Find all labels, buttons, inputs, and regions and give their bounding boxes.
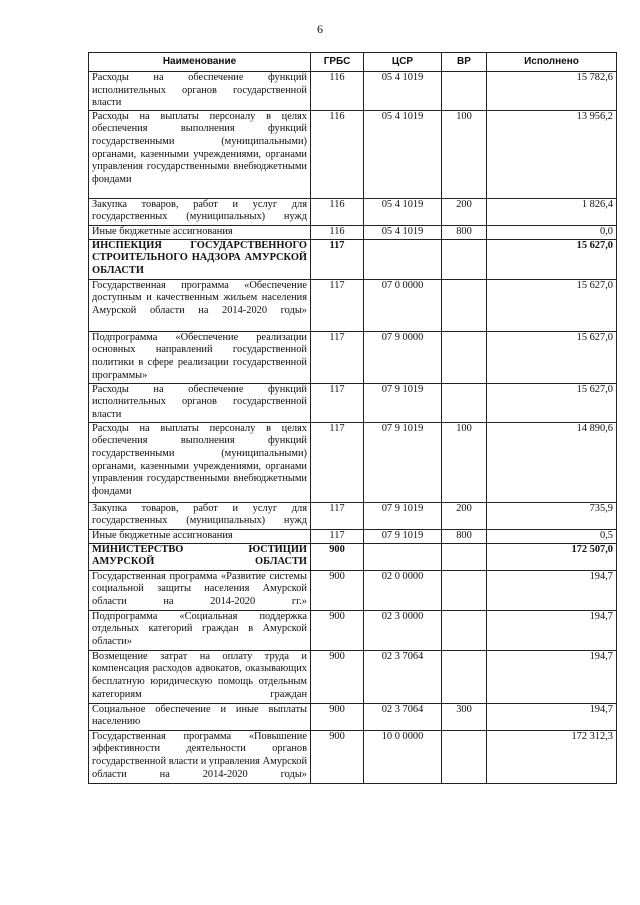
- row-csr: 05 4 1019: [364, 72, 442, 111]
- row-vr: 800: [442, 529, 487, 543]
- table-row: [89, 502, 617, 529]
- row-vr: 300: [442, 703, 487, 730]
- row-done: 15 627,0: [487, 279, 617, 331]
- row-csr: [364, 239, 442, 279]
- table-body: [89, 72, 617, 784]
- row-vr: [442, 730, 487, 783]
- row-csr: 05 4 1019: [364, 110, 442, 198]
- row-done: 194,7: [487, 703, 617, 730]
- row-name: Подпрограмма «Социальная поддержка отдельных категорий граждан в Амурской области»: [89, 610, 311, 650]
- row-csr: 07 9 1019: [364, 502, 442, 529]
- row-name: Иные бюджетные ассигнования: [89, 225, 311, 239]
- table-row: [89, 198, 617, 225]
- table-row: [89, 239, 617, 279]
- row-grbs: 900: [311, 543, 364, 570]
- row-name: Закупка товаров, работ и услуг для государственных (муниципальных) нужд: [89, 198, 311, 225]
- row-done: 0,5: [487, 529, 617, 543]
- table-row: [89, 110, 617, 198]
- row-done: 15 627,0: [487, 239, 617, 279]
- row-csr: 05 4 1019: [364, 198, 442, 225]
- row-done: 194,7: [487, 610, 617, 650]
- row-grbs: 117: [311, 529, 364, 543]
- row-name: МИНИСТЕРСТВО ЮСТИЦИИ АМУРСКОЙ ОБЛАСТИ: [89, 543, 311, 570]
- row-done: 0,0: [487, 225, 617, 239]
- row-csr: [364, 543, 442, 570]
- row-grbs: 900: [311, 610, 364, 650]
- header-csr: ЦСР: [364, 53, 442, 72]
- row-name: ИНСПЕКЦИЯ ГОСУДАРСТВЕННОГО СТРОИТЕЛЬНОГО НАДЗОРА АМУРСКОЙ ОБЛАСТИ: [89, 239, 311, 279]
- row-done: 15 627,0: [487, 331, 617, 383]
- row-vr: [442, 239, 487, 279]
- row-vr: 200: [442, 502, 487, 529]
- row-grbs: 900: [311, 730, 364, 783]
- row-vr: 100: [442, 422, 487, 502]
- row-name: Социальное обеспечение и иные выплаты населению: [89, 703, 311, 730]
- row-grbs: 117: [311, 383, 364, 422]
- row-csr: 02 3 0000: [364, 610, 442, 650]
- row-vr: [442, 570, 487, 610]
- row-name: Расходы на выплаты персоналу в целях обеспечения выполнения функций государственными (муниципальными) органами, казенными учреждениями, органами управления государственными внебюджетными фондами: [89, 110, 311, 198]
- table-row: [89, 279, 617, 331]
- row-vr: [442, 610, 487, 650]
- row-vr: [442, 543, 487, 570]
- row-grbs: 116: [311, 225, 364, 239]
- row-done: 194,7: [487, 650, 617, 703]
- table-row: [89, 225, 617, 239]
- row-csr: 10 0 0000: [364, 730, 442, 783]
- row-grbs: 900: [311, 703, 364, 730]
- row-vr: 100: [442, 110, 487, 198]
- row-csr: 07 9 0000: [364, 331, 442, 383]
- row-name: Государственная программа «Повышение эффективности деятельности органов государственной власти и управления Амурской области на 2014-2020 годы»: [89, 730, 311, 783]
- header-done: Исполнено: [487, 53, 617, 72]
- row-done: 15 782,6: [487, 72, 617, 111]
- row-vr: [442, 331, 487, 383]
- table-row: [89, 529, 617, 543]
- row-name: Подпрограмма «Обеспечение реализации основных направлений государственной политики в сфере реализации государственной программы»: [89, 331, 311, 383]
- row-grbs: 116: [311, 198, 364, 225]
- row-name: Государственная программа «Развитие системы социальной защиты населения Амурской области на 2014-2020 гг.»: [89, 570, 311, 610]
- row-csr: 05 4 1019: [364, 225, 442, 239]
- row-vr: 200: [442, 198, 487, 225]
- page-number: 6: [317, 22, 323, 36]
- table-row: [89, 610, 617, 650]
- row-done: 1 826,4: [487, 198, 617, 225]
- row-csr: 02 3 7064: [364, 650, 442, 703]
- row-done: 15 627,0: [487, 383, 617, 422]
- row-name: Расходы на выплаты персоналу в целях обеспечения выполнения функций государственными (муниципальными) органами, казенными учреждениями, органами управления государственными внебюджетными фондами: [89, 422, 311, 502]
- header-vr: ВР: [442, 53, 487, 72]
- table-row: [89, 72, 617, 111]
- table-row: [89, 543, 617, 570]
- row-done: 172 507,0: [487, 543, 617, 570]
- row-done: 13 956,2: [487, 110, 617, 198]
- table-header-row: [89, 53, 617, 72]
- row-name: Расходы на обеспечение функций исполнительных органов государственной власти: [89, 72, 311, 111]
- row-vr: [442, 72, 487, 111]
- row-done: 735,9: [487, 502, 617, 529]
- row-csr: 07 0 0000: [364, 279, 442, 331]
- header-name: Наименование: [89, 53, 311, 72]
- header-grbs: ГРБС: [311, 53, 364, 72]
- row-done: 14 890,6: [487, 422, 617, 502]
- row-grbs: 900: [311, 650, 364, 703]
- table-row: [89, 703, 617, 730]
- row-grbs: 117: [311, 422, 364, 502]
- row-name: Закупка товаров, работ и услуг для государственных (муниципальных) нужд: [89, 502, 311, 529]
- row-vr: [442, 650, 487, 703]
- row-csr: 07 9 1019: [364, 383, 442, 422]
- row-grbs: 117: [311, 239, 364, 279]
- row-csr: 02 0 0000: [364, 570, 442, 610]
- row-done: 194,7: [487, 570, 617, 610]
- row-vr: [442, 383, 487, 422]
- table-row: [89, 570, 617, 610]
- row-csr: 07 9 1019: [364, 529, 442, 543]
- row-grbs: 900: [311, 570, 364, 610]
- row-name: Возмещение затрат на оплату труда и компенсация расходов адвокатов, оказывающих бесплатную юридическую помощь отдельным категориям граждан: [89, 650, 311, 703]
- row-grbs: 117: [311, 279, 364, 331]
- table-row: [89, 383, 617, 422]
- row-csr: 07 9 1019: [364, 422, 442, 502]
- table-row: [89, 331, 617, 383]
- row-grbs: 116: [311, 72, 364, 111]
- budget-table: [88, 52, 617, 784]
- row-vr: 800: [442, 225, 487, 239]
- table-row: [89, 422, 617, 502]
- row-csr: 02 3 7064: [364, 703, 442, 730]
- row-grbs: 117: [311, 502, 364, 529]
- row-name: Расходы на обеспечение функций исполнительных органов государственной власти: [89, 383, 311, 422]
- row-grbs: 117: [311, 331, 364, 383]
- row-name: Государственная программа «Обеспечение доступным и качественным жильем населения Амурской области на 2014-2020 годы»: [89, 279, 311, 331]
- table-row: [89, 730, 617, 783]
- row-done: 172 312,3: [487, 730, 617, 783]
- table-row: [89, 650, 617, 703]
- row-name: Иные бюджетные ассигнования: [89, 529, 311, 543]
- row-grbs: 116: [311, 110, 364, 198]
- row-vr: [442, 279, 487, 331]
